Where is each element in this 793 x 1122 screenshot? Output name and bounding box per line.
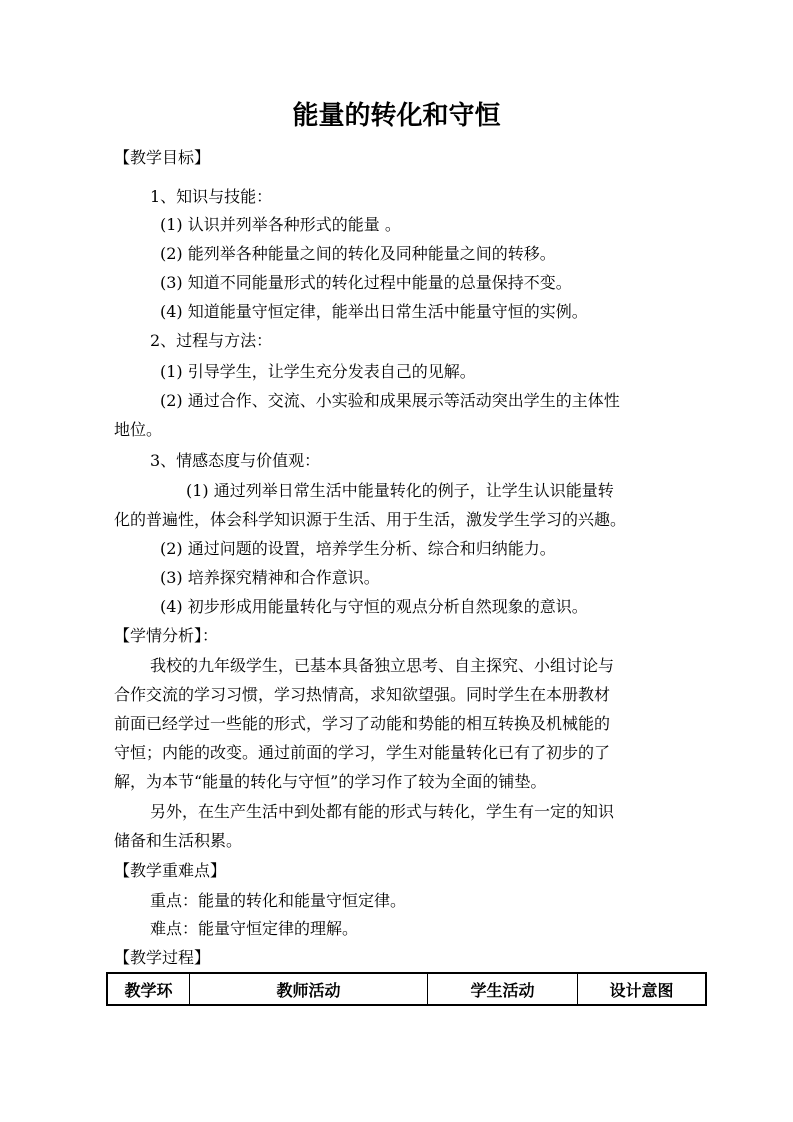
knowledge-item-3: (3) 知道不同能量形式的转化过程中能量的总量保持不变。 bbox=[160, 273, 572, 292]
analysis-line-5: 解，为本节“能量的转化与守恒”的学习作了较为全面的铺垫。 bbox=[114, 772, 547, 791]
emotion-item-4: (4) 初步形成用能量转化与守恒的观点分析自然现象的意识。 bbox=[160, 597, 588, 616]
analysis-line-1: 我校的九年级学生，已基本具备独立思考、自主探究、小组讨论与 bbox=[150, 656, 615, 675]
knowledge-title: 1、知识与技能： bbox=[150, 187, 273, 206]
goals-heading: 【教学目标】 bbox=[114, 148, 211, 167]
process-item-1: (1) 引导学生，让学生充分发表自己的见解。 bbox=[160, 362, 476, 381]
emotion-item-3: (3) 培养探究精神和合作意识。 bbox=[160, 568, 380, 587]
table-header-student-activity: 学生活动 bbox=[428, 974, 578, 1004]
table-header-design-intent: 设计意图 bbox=[609, 980, 674, 1000]
analysis-line-4: 守恒；内能的改变。通过前面的学习，学生对能量转化已有了初步的了 bbox=[114, 743, 611, 762]
process-item-2-line-1: (2) 通过合作、交流、小实验和成果展示等活动突出学生的主体性 bbox=[160, 391, 620, 410]
emotion-item-2: (2) 通过问题的设置，培养学生分析、综合和归纳能力。 bbox=[160, 539, 556, 558]
knowledge-item-2: (2) 能列举各种能量之间的转化及同种能量之间的转移。 bbox=[160, 244, 556, 263]
difficult-point: 难点：能量守恒定律的理解。 bbox=[150, 919, 359, 938]
lesson-process-table-header bbox=[106, 972, 707, 1006]
emotion-item-1-line-2: 化的普遍性，体会科学知识源于生活、用于生活，激发学生学习的兴趣。 bbox=[114, 510, 627, 529]
table-header-stage: 教学环 bbox=[108, 974, 190, 1004]
knowledge-item-4: (4) 知道能量守恒定律，能举出日常生活中能量守恒的实例。 bbox=[160, 302, 588, 321]
page-title: 能量的转化和守恒 bbox=[292, 101, 501, 131]
knowledge-item-1: (1) 认识并列举各种形式的能量 。 bbox=[160, 215, 401, 234]
process-title: 2、过程与方法： bbox=[150, 331, 273, 350]
emotion-item-1-line-1: (1) 通过列举日常生活中能量转化的例子，让学生认识能量转 bbox=[186, 481, 614, 500]
analysis-line-3: 前面已经学过一些能的形式，学习了动能和势能的相互转换及机械能的 bbox=[114, 714, 611, 733]
key-point: 重点：能量的转化和能量守恒定律。 bbox=[150, 891, 407, 910]
analysis-line-2: 合作交流的学习习惯，学习热情高，求知欲望强。同时学生在本册教材 bbox=[114, 685, 611, 704]
analysis-line-7: 储备和生活积累。 bbox=[114, 831, 243, 850]
keypoints-heading: 【教学重难点】 bbox=[114, 861, 227, 880]
process-heading: 【教学过程】 bbox=[114, 948, 211, 967]
emotion-title: 3、情感态度与价值观： bbox=[150, 451, 321, 470]
analysis-line-6: 另外，在生产生活中到处都有能的形式与转化，学生有一定的知识 bbox=[150, 802, 615, 821]
table-header-teacher-activity: 教师活动 bbox=[190, 974, 428, 1004]
analysis-heading: 【学情分析】： bbox=[114, 626, 219, 645]
process-item-2-line-2: 地位。 bbox=[114, 420, 163, 439]
